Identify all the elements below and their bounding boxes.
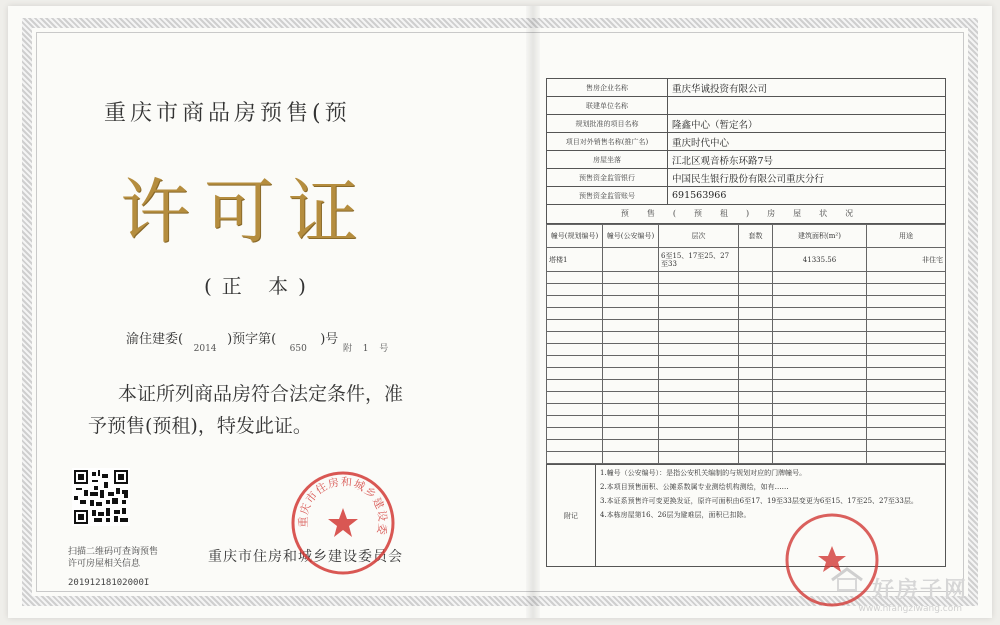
site-watermark: 好房子网: [871, 578, 968, 603]
grid-cell: [547, 272, 603, 284]
original-copy-label: (正 本): [204, 274, 316, 298]
grid-cell: [867, 380, 946, 392]
certificate-sheet: [8, 6, 992, 618]
grid-cell: [603, 428, 659, 440]
grid-cell: [603, 356, 659, 368]
grid-cell: [739, 272, 773, 284]
table-row: [547, 344, 946, 356]
grid-cell: [739, 452, 773, 464]
grid-cell: [659, 332, 739, 344]
grid-cell: [773, 452, 867, 464]
grid-cell: [739, 416, 773, 428]
table-row: [547, 79, 946, 97]
certificate-statement: [88, 378, 448, 442]
reference-number: 650: [289, 344, 307, 354]
grid-cell: [659, 368, 739, 380]
grid-cell: [659, 392, 739, 404]
grid-cell: [773, 284, 867, 296]
grid-cell: [867, 296, 946, 308]
col-header: 层次: [659, 225, 739, 248]
grid-cell: [547, 416, 603, 428]
notes-table: [546, 464, 946, 567]
table-row: [547, 169, 946, 187]
grid-cell: 塔楼1: [547, 248, 603, 272]
grid-cell: [773, 416, 867, 428]
grid-cell: [867, 440, 946, 452]
grid-cell: [773, 308, 867, 320]
grid-cell: 非住宅: [867, 248, 946, 272]
grid-cell: [659, 380, 739, 392]
grid-cell: [659, 308, 739, 320]
grid-cell: [739, 380, 773, 392]
table-row: [547, 97, 946, 115]
grid-cell: [739, 284, 773, 296]
table-row: [547, 320, 946, 332]
grid-cell: [659, 284, 739, 296]
grid-cell: [739, 392, 773, 404]
grid-cell: [867, 416, 946, 428]
grid-cell: [659, 404, 739, 416]
grid-cell: [547, 428, 603, 440]
grid-cell: [773, 404, 867, 416]
grid-cell: [603, 416, 659, 428]
grid-cell: [773, 380, 867, 392]
grid-cell: [603, 404, 659, 416]
grid-cell: [547, 380, 603, 392]
info-value: 江北区观音桥东环路7号: [668, 151, 946, 169]
grid-cell: [603, 248, 659, 272]
grid-cell: [867, 344, 946, 356]
grid-cell: [867, 272, 946, 284]
table-row: [547, 284, 946, 296]
grid-cell: [867, 332, 946, 344]
table-row: [547, 380, 946, 392]
grid-cell: [773, 344, 867, 356]
attach-suffix: 号: [379, 344, 389, 354]
table-row: [547, 308, 946, 320]
table-row: [547, 151, 946, 169]
info-value: 中国民生银行股份有限公司重庆分行: [668, 169, 946, 187]
grid-cell: [739, 332, 773, 344]
grid-cell: [603, 440, 659, 452]
notes-content: [596, 465, 946, 567]
grid-cell: [659, 344, 739, 356]
issuing-authority: 重庆市住房和城乡建设委员会: [208, 549, 403, 565]
center-fold: [526, 6, 540, 618]
grid-cell: [659, 272, 739, 284]
grid-cell: [603, 272, 659, 284]
house-logo-icon: [830, 566, 864, 596]
note-item: 2.本项目预售面积、公摊系数属专业测绘机构测绘，如有……: [600, 483, 789, 491]
grid-cell: [867, 368, 946, 380]
grid-cell: [773, 332, 867, 344]
seal-text: 重庆市住房和城乡建设委: [296, 475, 390, 537]
table-row: [547, 248, 946, 272]
grid-cell: [867, 392, 946, 404]
reference-number-line: [126, 328, 389, 354]
grid-cell: [603, 380, 659, 392]
info-label: 项目对外销售名称(推广名): [547, 133, 668, 151]
grid-cell: [603, 284, 659, 296]
attach-label: 附: [342, 344, 352, 354]
table-row: [547, 296, 946, 308]
grid-cell: [603, 368, 659, 380]
qr-caption: 扫描二维码可查询预售许可房屋相关信息: [68, 547, 159, 569]
grid-cell: [867, 308, 946, 320]
grid-cell: [603, 332, 659, 344]
grid-cell: 6至15、17至25、27至33: [659, 248, 739, 272]
certificate-header-title: 重庆市商品房预售(预: [104, 101, 351, 126]
official-seal-icon: [782, 510, 882, 614]
grid-cell: [603, 320, 659, 332]
table-row: [547, 368, 946, 380]
table-row: [547, 133, 946, 151]
grid-cell: [547, 452, 603, 464]
grid-cell: [659, 296, 739, 308]
grid-cell: [773, 428, 867, 440]
table-row: [547, 332, 946, 344]
grid-cell: [659, 320, 739, 332]
info-label: 联建单位名称: [547, 97, 668, 115]
col-header: 幢号(规划编号): [547, 225, 603, 248]
grid-cell: [739, 308, 773, 320]
grid-cell: [867, 428, 946, 440]
grid-header-row: [547, 225, 946, 248]
grid-cell: [603, 308, 659, 320]
grid-cell: [547, 344, 603, 356]
table-row: [547, 272, 946, 284]
grid-cell: [547, 392, 603, 404]
note-item: 3.本证系预售许可变更换发证，原许可面积由6至17、19至33层变更为6至15、17至25、27至33层。: [600, 497, 918, 505]
col-header: 用途: [867, 225, 946, 248]
site-watermark-url: www.hfangziwang.com: [858, 604, 962, 614]
grid-cell: [547, 356, 603, 368]
info-value: 691563966: [668, 187, 946, 205]
grid-cell: [603, 296, 659, 308]
reference-prefix: 渝住建委(: [126, 332, 184, 347]
grid-cell: [739, 296, 773, 308]
grid-cell: [603, 452, 659, 464]
certificate-serial-number: 20191218102000I: [68, 578, 150, 588]
grid-cell: [603, 392, 659, 404]
certificate-main-title: 许可证: [120, 171, 372, 253]
basic-info-table: [546, 78, 946, 205]
grid-cell: [659, 416, 739, 428]
official-seal-icon: [288, 468, 398, 582]
grid-cell: [659, 452, 739, 464]
grid-cell: [773, 356, 867, 368]
col-header: 套数: [739, 225, 773, 248]
grid-cell: [867, 320, 946, 332]
grid-cell: [547, 404, 603, 416]
section-title: 预售(预租)房屋状况: [546, 205, 946, 224]
grid-cell: [773, 272, 867, 284]
note-item: 1.幢号（公安编号）：是指公安机关编制的与规划对应的门牌幢号。: [600, 469, 807, 477]
table-row: [547, 392, 946, 404]
col-header: 幢号(公安编号): [603, 225, 659, 248]
table-row: [547, 115, 946, 133]
table-row: [547, 440, 946, 452]
info-label: 预售资金监管账号: [547, 187, 668, 205]
grid-cell: [773, 296, 867, 308]
grid-cell: [547, 332, 603, 344]
notes-label: 附记: [547, 465, 596, 567]
table-row: [547, 428, 946, 440]
info-value: [668, 97, 946, 115]
statement-line-2: 予预售(预租)，特发此证。: [88, 415, 312, 437]
grid-cell: [773, 392, 867, 404]
table-row: [547, 404, 946, 416]
info-label: 规划批准的项目名称: [547, 115, 668, 133]
grid-cell: [547, 368, 603, 380]
grid-cell: [739, 404, 773, 416]
info-value: 重庆时代中心: [668, 133, 946, 151]
grid-cell: [603, 344, 659, 356]
grid-cell: [659, 356, 739, 368]
grid-cell: [659, 440, 739, 452]
table-row: [547, 187, 946, 205]
grid-cell: [739, 440, 773, 452]
reference-mid: )预字第(: [227, 332, 277, 347]
grid-cell: [547, 296, 603, 308]
col-header: 建筑面积(m²): [773, 225, 867, 248]
grid-cell: [547, 284, 603, 296]
grid-cell: [773, 320, 867, 332]
grid-cell: [547, 308, 603, 320]
reference-suffix: )号: [320, 332, 339, 347]
grid-cell: [867, 404, 946, 416]
info-label: 售房企业名称: [547, 79, 668, 97]
table-row: [547, 356, 946, 368]
grid-cell: [867, 356, 946, 368]
grid-cell: [739, 248, 773, 272]
grid-cell: [739, 320, 773, 332]
info-label: 房屋坐落: [547, 151, 668, 169]
reference-year: 2014: [193, 344, 217, 354]
info-value: 重庆华诚投资有限公司: [668, 79, 946, 97]
presale-info-table: [546, 78, 946, 567]
grid-cell: 41335.56: [773, 248, 867, 272]
grid-cell: [867, 452, 946, 464]
grid-cell: [659, 428, 739, 440]
statement-line-1: 本证所列商品房符合法定条件，准: [118, 383, 404, 405]
grid-cell: [773, 368, 867, 380]
table-row: [547, 416, 946, 428]
info-label: 预售资金监管银行: [547, 169, 668, 187]
presale-housing-grid: [546, 224, 946, 464]
qr-code-icon: [72, 468, 130, 526]
grid-cell: [547, 440, 603, 452]
note-item: 4.本栋房屋第16、26层为避难层，面积已扣除。: [600, 511, 751, 519]
grid-cell: [547, 320, 603, 332]
info-value: 隆鑫中心（暂定名）: [668, 115, 946, 133]
grid-cell: [739, 428, 773, 440]
grid-cell: [739, 344, 773, 356]
table-row: [547, 452, 946, 464]
grid-cell: [739, 356, 773, 368]
attach-number: 1: [362, 344, 369, 354]
grid-cell: [773, 440, 867, 452]
grid-cell: [739, 368, 773, 380]
grid-cell: [867, 284, 946, 296]
